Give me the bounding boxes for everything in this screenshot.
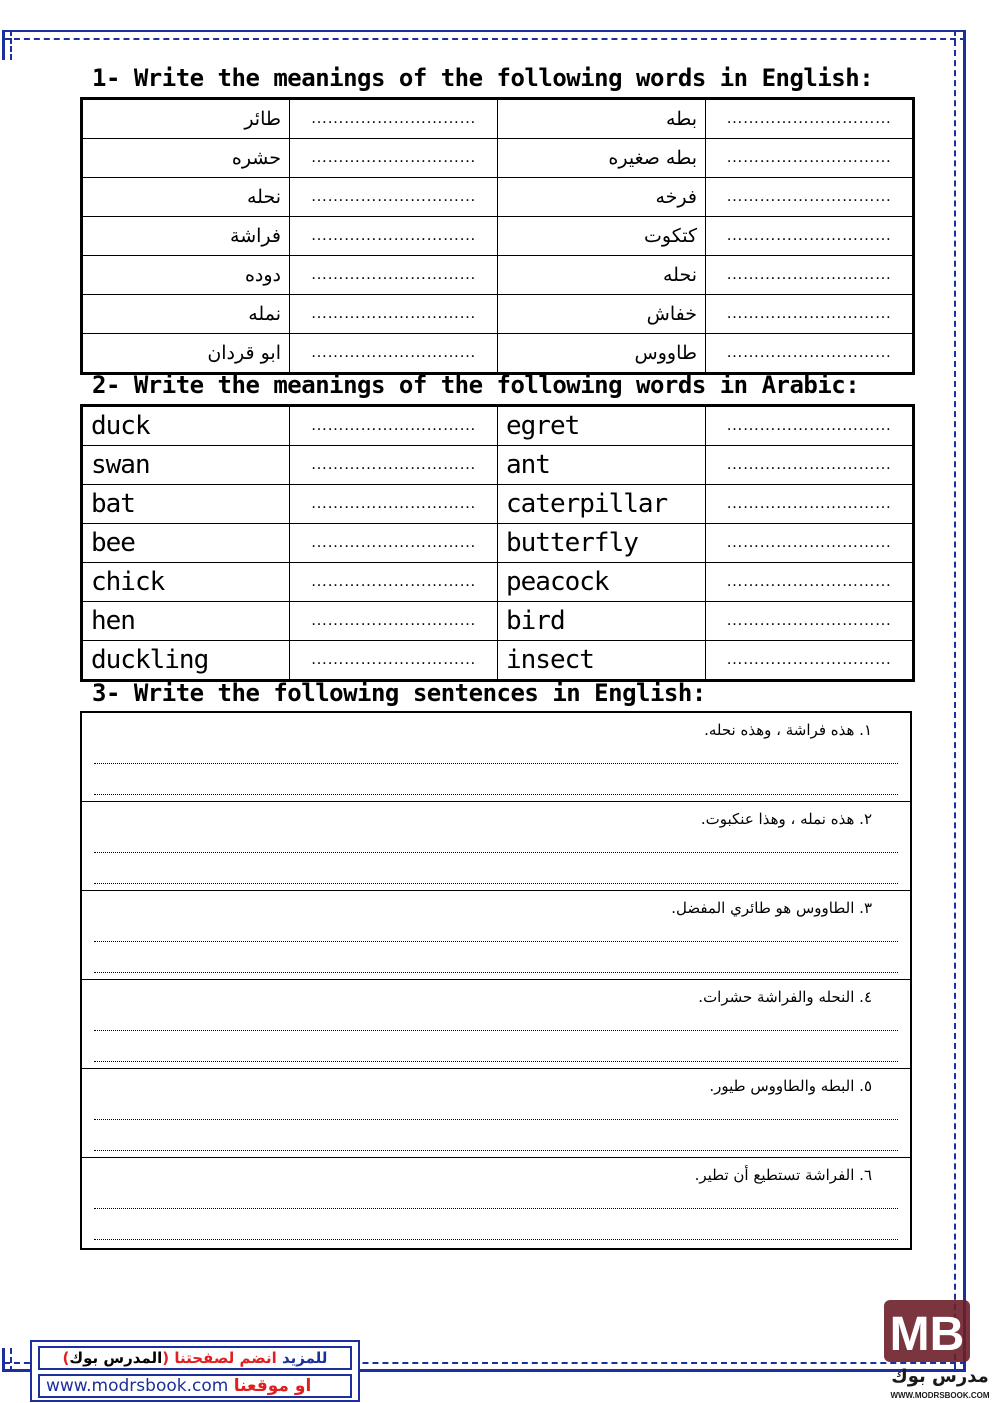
sentence-prompt: ٦. الفراشة تستطيع أن تطير. [694, 1166, 872, 1184]
answer-line[interactable] [94, 941, 898, 942]
answer-blank[interactable]: ………………………… [706, 563, 914, 602]
answer-blank[interactable]: ………………………… [706, 446, 914, 485]
banner-url-link[interactable]: www.modrsbook.com [46, 1376, 229, 1396]
section1-row [82, 256, 914, 295]
section2-heading: 2- Write the meanings of the following words in Arabic: [92, 371, 860, 399]
sentence-item [82, 891, 910, 980]
arabic-word-cell: كتكوت [498, 217, 706, 256]
arabic-word-cell: خفاش [498, 295, 706, 334]
english-word-cell: duck [82, 406, 290, 446]
answer-line[interactable] [94, 1150, 898, 1151]
answer-blank[interactable]: ………………………… [706, 256, 914, 295]
english-word-cell: bird [498, 602, 706, 641]
answer-blank[interactable]: ………………………… [706, 641, 914, 681]
logo-arabic: مدرس بوك [891, 1366, 989, 1387]
banner-paren: ) [62, 1349, 70, 1367]
section1-row [82, 295, 914, 334]
banner-page-name: ( [162, 1349, 170, 1367]
answer-blank[interactable]: ………………………… [290, 295, 498, 334]
section1-row [82, 217, 914, 256]
sentence-item [82, 980, 910, 1069]
answer-line[interactable] [94, 972, 898, 973]
english-word-cell: bee [82, 524, 290, 563]
english-word-cell: caterpillar [498, 485, 706, 524]
modrsbook-logo [880, 1292, 990, 1402]
page-border-left [2, 30, 12, 60]
english-word-cell: bat [82, 485, 290, 524]
answer-blank[interactable]: ………………………… [290, 563, 498, 602]
english-word-cell: swan [82, 446, 290, 485]
answer-blank[interactable]: ………………………… [290, 446, 498, 485]
sentence-item [82, 1158, 910, 1247]
arabic-word-cell: نحله [498, 256, 706, 295]
arabic-word-cell: فرخه [498, 178, 706, 217]
section2-row [82, 602, 914, 641]
section2-row [82, 563, 914, 602]
arabic-word-cell: نمله [82, 295, 290, 334]
english-word-cell: butterfly [498, 524, 706, 563]
page-border-top [4, 30, 966, 40]
english-word-cell: egret [498, 406, 706, 446]
answer-blank[interactable]: ………………………… [706, 178, 914, 217]
answer-line[interactable] [94, 1208, 898, 1209]
arabic-word-cell: نحله [82, 178, 290, 217]
english-word-cell: duckling [82, 641, 290, 681]
answer-blank[interactable]: ………………………… [290, 334, 498, 374]
banner-suffix: او موقعنا [233, 1376, 312, 1396]
answer-line[interactable] [94, 1239, 898, 1240]
answer-line[interactable] [94, 794, 898, 795]
english-word-cell: hen [82, 602, 290, 641]
arabic-word-cell: بطه صغيره [498, 139, 706, 178]
sentence-prompt: ٥. البطه والطاووس طيور. [709, 1077, 872, 1095]
banner-more: للمزيد [282, 1349, 328, 1367]
english-word-cell: chick [82, 563, 290, 602]
answer-blank[interactable]: ………………………… [290, 217, 498, 256]
banner-join: انضم لصفحتنا [174, 1349, 277, 1367]
sentence-item [82, 713, 910, 802]
answer-blank[interactable]: ………………………… [290, 406, 498, 446]
promo-banner-bottom [38, 1374, 352, 1398]
answer-blank[interactable]: ………………………… [706, 217, 914, 256]
arabic-word-cell: دوده [82, 256, 290, 295]
section1-row [82, 139, 914, 178]
answer-line[interactable] [94, 763, 898, 764]
sentence-item [82, 1069, 910, 1158]
answer-blank[interactable]: ………………………… [706, 295, 914, 334]
section2-row [82, 406, 914, 446]
answer-blank[interactable]: ………………………… [706, 602, 914, 641]
section2-row [82, 641, 914, 681]
section2-row [82, 524, 914, 563]
arabic-word-cell: ابو قردان [82, 334, 290, 374]
arabic-word-cell: فراشة [82, 217, 290, 256]
english-word-cell: insect [498, 641, 706, 681]
answer-blank[interactable]: ………………………… [706, 99, 914, 139]
section2-row [82, 446, 914, 485]
section1-table [80, 97, 915, 375]
sentence-prompt: ١. هذه فراشة ، وهذه نحله. [704, 721, 872, 739]
answer-line[interactable] [94, 883, 898, 884]
sentences-box [80, 711, 912, 1250]
answer-blank[interactable]: ………………………… [706, 485, 914, 524]
answer-line[interactable] [94, 1030, 898, 1031]
logo-url: WWW.MODRSBOOK.COM [890, 1391, 990, 1400]
answer-blank[interactable]: ………………………… [290, 256, 498, 295]
answer-blank[interactable]: ………………………… [706, 334, 914, 374]
promo-banner[interactable] [30, 1340, 360, 1402]
answer-blank[interactable]: ………………………… [290, 99, 498, 139]
answer-blank[interactable]: ………………………… [706, 406, 914, 446]
answer-blank[interactable]: ………………………… [290, 485, 498, 524]
arabic-word-cell: طائر [82, 99, 290, 139]
sentence-item [82, 802, 910, 891]
sentence-prompt: ٢. هذه نمله ، وهذا عنكبوت. [700, 810, 872, 828]
answer-line[interactable] [94, 852, 898, 853]
promo-banner-top [38, 1346, 352, 1370]
sentence-prompt: ٣. الطاووس هو طائري المفضل. [671, 899, 872, 917]
answer-blank[interactable]: ………………………… [290, 641, 498, 681]
answer-line[interactable] [94, 1061, 898, 1062]
section2-table [80, 404, 915, 682]
section1-row [82, 99, 914, 139]
answer-blank[interactable]: ………………………… [290, 524, 498, 563]
english-word-cell: ant [498, 446, 706, 485]
banner-brand: المدرس بوك [69, 1349, 163, 1367]
section3-heading: 3- Write the following sentences in English: [92, 679, 706, 707]
section1-heading: 1- Write the meanings of the following words in English: [92, 64, 874, 92]
arabic-word-cell: حشره [82, 139, 290, 178]
sentence-prompt: ٤. النحله والفراشة حشرات. [698, 988, 872, 1006]
page-border-right [954, 30, 966, 1370]
answer-blank[interactable]: ………………………… [290, 602, 498, 641]
section1-row [82, 334, 914, 374]
english-word-cell: peacock [498, 563, 706, 602]
section2-row [82, 485, 914, 524]
logo-letters: MB [889, 1308, 965, 1361]
section1-row [82, 178, 914, 217]
answer-blank[interactable]: ………………………… [290, 178, 498, 217]
answer-blank[interactable]: ………………………… [706, 139, 914, 178]
page-border-left-bottom [2, 1348, 12, 1372]
answer-blank[interactable]: ………………………… [290, 139, 498, 178]
arabic-word-cell: طاووس [498, 334, 706, 374]
answer-line[interactable] [94, 1119, 898, 1120]
arabic-word-cell: بطه [498, 99, 706, 139]
answer-blank[interactable]: ………………………… [706, 524, 914, 563]
